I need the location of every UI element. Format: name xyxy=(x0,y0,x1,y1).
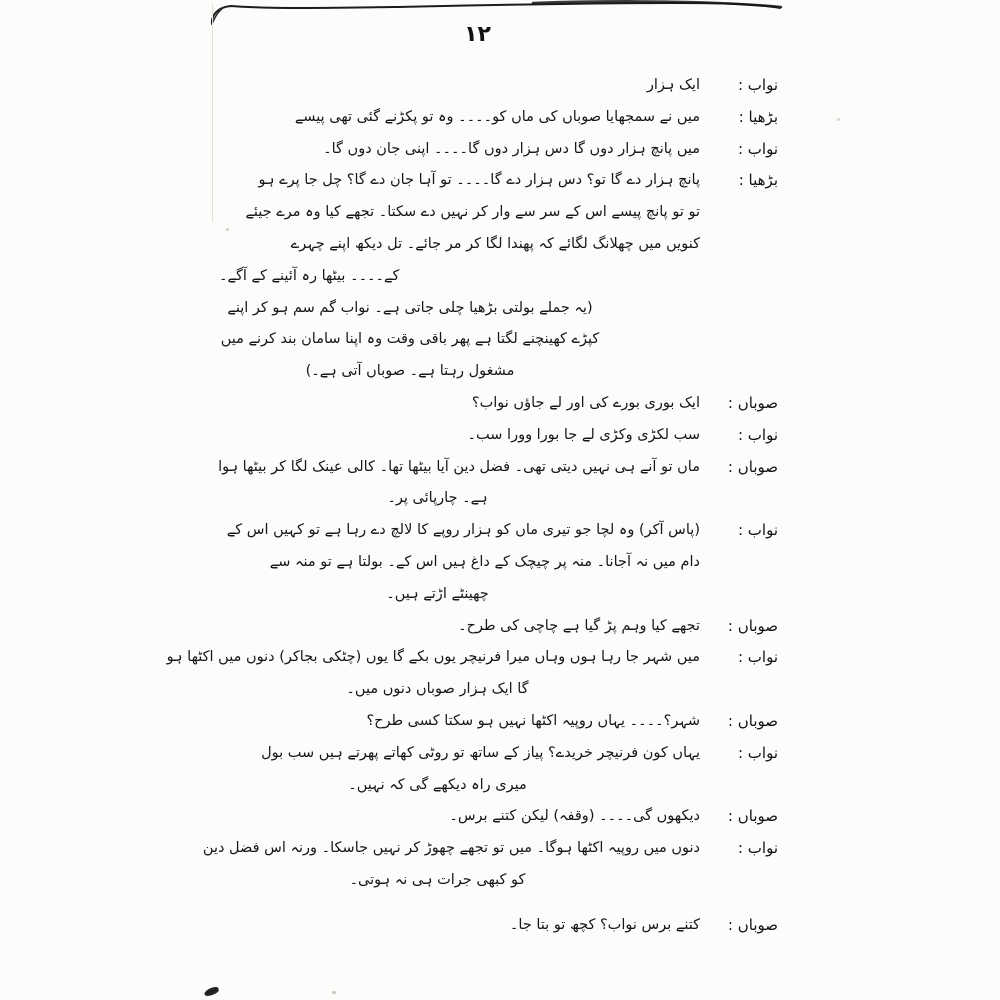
speaker-label: صوباں : xyxy=(727,915,778,934)
dialogue-text: میری راہ دیکھے گی کہ نہیں۔ xyxy=(348,776,527,793)
speaker-label xyxy=(700,583,778,615)
script-line xyxy=(215,678,778,710)
speaker-label xyxy=(700,265,778,297)
speaker-label xyxy=(700,774,778,806)
script-line xyxy=(215,169,778,201)
script-line xyxy=(215,742,778,774)
dialogue-text: میں شہر جا رہا ہوں وہاں میرا فرنیچر یوں بکے گا یوں (چٹکی بجاکر) دنوں میں اکٹھا ہو xyxy=(166,649,700,666)
script-line xyxy=(215,456,778,488)
dialogue-text: کے۔۔۔۔ بیٹھا رہ آئینے کے آگے۔ xyxy=(219,267,400,284)
script-line xyxy=(215,914,778,946)
speaker-label xyxy=(700,328,778,360)
script-line xyxy=(215,392,778,424)
script-line xyxy=(215,615,778,647)
stage-direction-text: مشغول رہتا ہے۔ صوباں آتی ہے۔) xyxy=(305,363,515,380)
dialogue-text: یہاں کون فرنیچر خریدے؟ پیاز کے ساتھ تو روٹی کھاتے پھرتے ہیں سب بول xyxy=(261,744,700,761)
speaker-label: بڑھیا : xyxy=(738,171,778,190)
dialogue-text: چھینٹے اڑتے ہیں۔ xyxy=(386,585,489,602)
scan-speck xyxy=(837,118,840,121)
speaker-label: صوباں : xyxy=(727,616,778,635)
script-line xyxy=(215,328,778,360)
dialogue-text: تجھے کیا وہم پڑ گیا ہے چاچی کی طرح۔ xyxy=(458,617,700,634)
dialogue-text: تو تو پانچ پیسے اس کے سر سے وار کر نہیں دے سکتا۔ تجھے کیا وہ مرے جیئے xyxy=(245,204,700,221)
dialogue-text: ہے۔ چارپائی پر۔ xyxy=(387,490,488,507)
dialogue-text: کتنے برس نواب؟ کچھ تو بتا جا۔ xyxy=(509,916,700,933)
dialogue-text: ماں تو آنے ہی نہیں دیتی تھی۔ فضل دین آیا بیٹھا تھا۔ کالی عینک لگا کر بیٹھا ہوا xyxy=(218,458,700,475)
dialogue-text: شہر؟۔۔۔۔ یہاں روپیہ اکٹھا نہیں ہو سکتا کسی طرح؟ xyxy=(366,712,700,729)
script-line xyxy=(215,138,778,170)
script-body xyxy=(166,74,778,946)
script-line xyxy=(215,233,778,265)
script-line xyxy=(215,265,778,297)
speaker-label: نواب : xyxy=(737,648,778,667)
dialogue-text: میں پانچ ہزار دوں گا دس ہزار دوں گا۔۔۔۔ اپنی جان دوں گا۔ xyxy=(323,140,700,157)
speaker-label: صوباں : xyxy=(727,807,778,826)
speaker-label: نواب : xyxy=(737,139,778,158)
script-line xyxy=(215,106,778,138)
speaker-label: نواب : xyxy=(737,76,778,94)
dialogue-text: دام میں نہ آجانا۔ منہ پر چیچک کے داغ ہیں اس کے۔ بولتا ہے تو منہ سے xyxy=(269,553,700,570)
speaker-label xyxy=(700,869,778,901)
speaker-label xyxy=(700,201,778,233)
speaker-label: نواب : xyxy=(737,839,778,858)
page-number: ۱۲ xyxy=(464,22,491,47)
speaker-label: صوباں : xyxy=(727,711,778,730)
dialogue-text: دنوں میں روپیہ اکٹھا ہوگا۔ میں تو تجھے چھوڑ کر نہیں جاسکا۔ ورنہ اس فضل دین xyxy=(202,840,700,857)
dialogue-text: گا ایک ہزار صوباں دنوں میں۔ xyxy=(346,681,529,698)
speaker-label: صوباں : xyxy=(727,393,778,412)
ink-blot xyxy=(203,986,219,997)
dialogue-text: میں نے سمجھایا صوباں کی ماں کو۔۔۔۔ وہ تو پکڑنے گئی تھی پیسے xyxy=(294,108,700,125)
speaker-label: نواب : xyxy=(737,425,778,444)
script-line xyxy=(215,519,778,551)
speaker-label xyxy=(700,233,778,265)
dialogue-text: کنویں میں چھلانگ لگائے کہ پھندا لگا کر مر جائے۔ تل دیکھ اپنے چہرے xyxy=(290,235,700,252)
script-line xyxy=(202,837,778,869)
speaker-label xyxy=(700,487,778,519)
dialogue-text: پانچ ہزار دے گا تو؟ دس ہزار دے گا۔۔۔۔ تو آہا جان دے گا؟ چل جا پرے ہو xyxy=(258,172,700,189)
script-line xyxy=(215,805,778,837)
dialogue-text: سب لکڑی وکڑی لے جا بورا وورا سب۔ xyxy=(467,426,700,443)
dialogue-text: کو کبھی جرات ہی نہ ہوتی۔ xyxy=(349,871,526,888)
speaker-label: نواب : xyxy=(737,521,778,540)
script-line xyxy=(215,424,778,456)
scan-speck xyxy=(226,228,229,231)
speaker-label xyxy=(700,360,778,392)
speaker-label: صوباں : xyxy=(727,457,778,476)
script-line xyxy=(215,74,778,106)
script-line xyxy=(215,487,778,519)
stage-direction-text: (یہ جملے بولتی بڑھیا چلی جاتی ہے۔ نواب گم سم ہو کر اپنے xyxy=(227,299,593,316)
script-line xyxy=(215,360,778,392)
script-line xyxy=(215,583,778,615)
speaker-label: بڑھیا : xyxy=(738,107,778,126)
script-line xyxy=(215,201,778,233)
stage-direction-text: کپڑے کھینچنے لگتا ہے پھر باقی وقت وہ اپنا سامان بند کرنے میں xyxy=(220,331,600,348)
script-line xyxy=(215,297,778,329)
script-line xyxy=(166,646,778,678)
speaker-label xyxy=(700,551,778,583)
speaker-label: نواب : xyxy=(737,743,778,762)
dialogue-text: دیکھوں گی۔۔۔۔ (وقفہ) لیکن کتنے برس۔ xyxy=(449,808,700,825)
script-line xyxy=(215,869,778,901)
script-line xyxy=(215,774,778,806)
script-line xyxy=(215,551,778,583)
dialogue-text: ایک ہزار xyxy=(646,77,700,93)
dialogue-text: ایک بوری بورے کی اور لے جاؤں نواب؟ xyxy=(471,394,700,411)
script-line xyxy=(215,710,778,742)
speaker-label xyxy=(700,678,778,710)
scan-speck xyxy=(332,991,336,994)
speaker-label xyxy=(700,297,778,329)
dialogue-text: (پاس آکر) وہ لچا جو تیری ماں کو ہزار روپے کا لالچ دے رہا ہے تو کہیں اس کے xyxy=(226,522,700,539)
